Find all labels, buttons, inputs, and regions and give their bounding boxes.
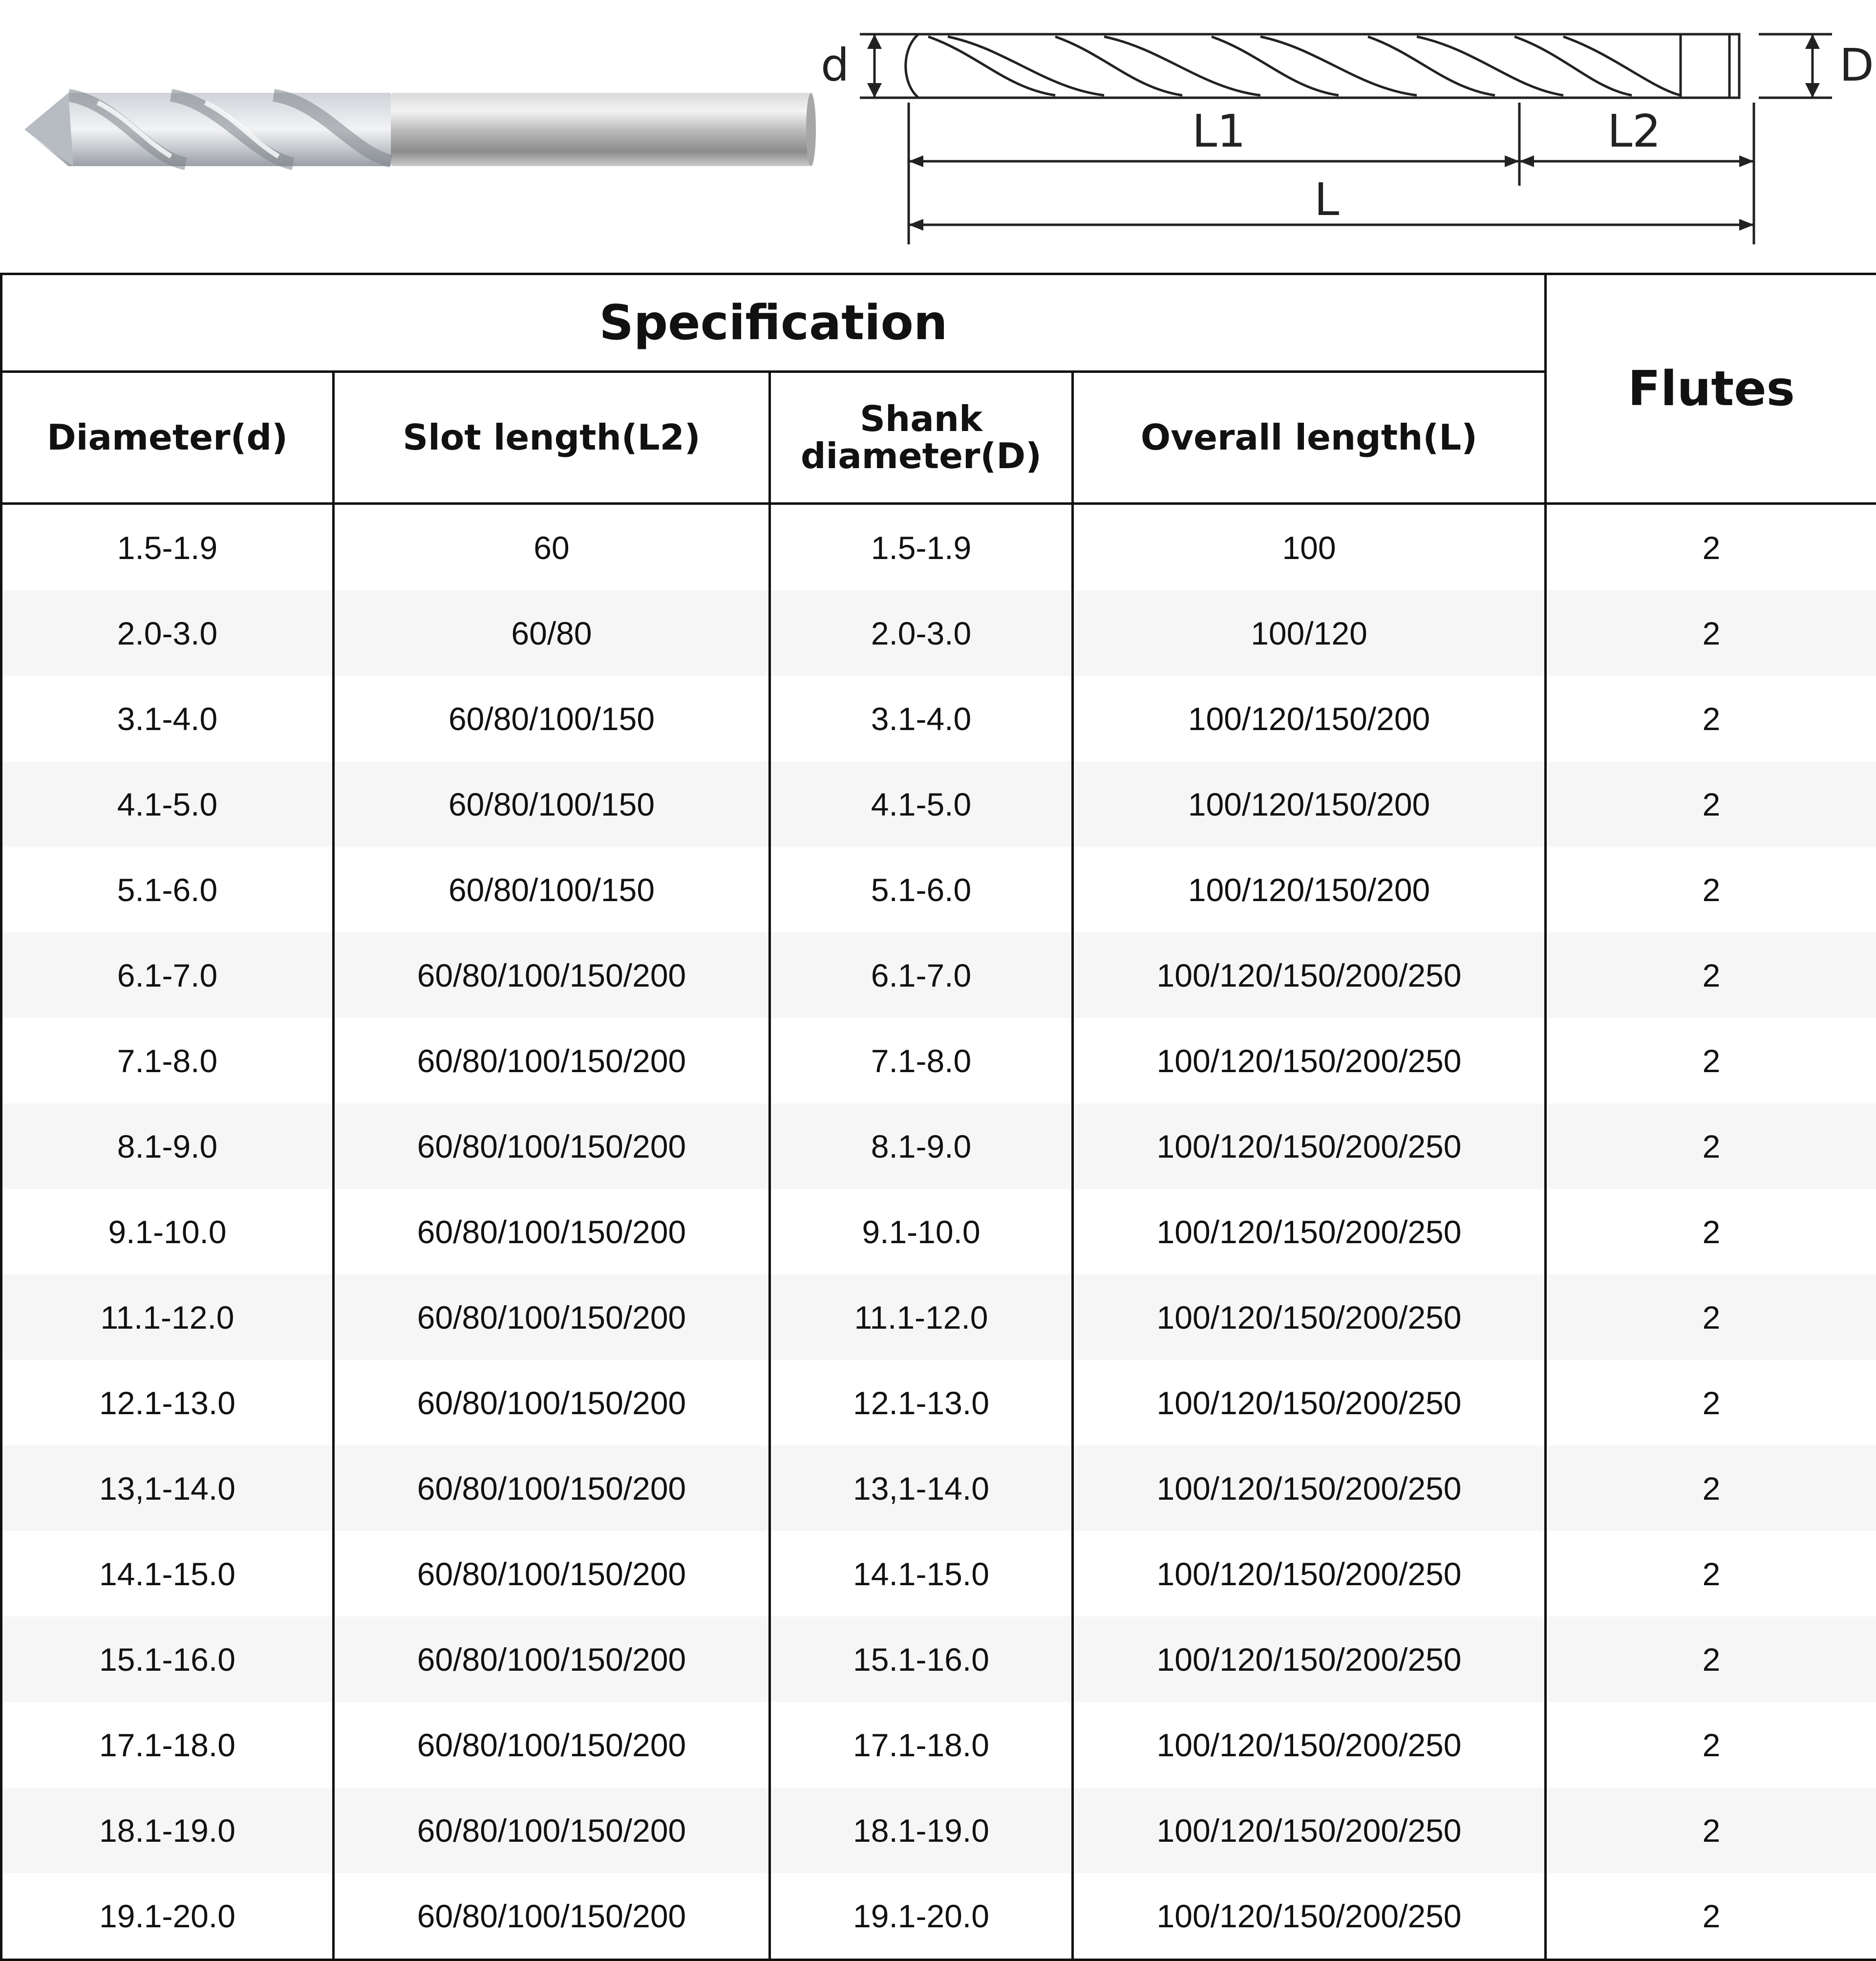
cell-overall-length: 100/120/150/200 [1073,847,1546,932]
cell-slot-length: 60/80 [334,590,770,676]
cell-diameter: 3.1-4.0 [1,676,334,761]
label-d: d [821,39,849,91]
cell-slot-length: 60/80/100/150/200 [334,1616,770,1702]
specification-table [0,273,1876,1961]
product-header [0,0,1876,273]
cell-overall-length: 100 [1073,504,1546,591]
cell-shank-diameter: 3.1-4.0 [770,676,1073,761]
cell-overall-length: 100/120/150/200/250 [1073,1103,1546,1189]
cell-flutes: 2 [1546,1189,1876,1274]
table-row [1,761,1876,847]
cell-diameter: 6.1-7.0 [1,932,334,1018]
cell-slot-length: 60/80/100/150/200 [334,1873,770,1960]
specification-header: Specification [1,274,1546,372]
cell-flutes: 2 [1546,932,1876,1018]
cell-flutes: 2 [1546,1788,1876,1873]
cell-diameter: 5.1-6.0 [1,847,334,932]
table-row [1,1616,1876,1702]
drill-dimension-diagram [801,15,1876,259]
cell-overall-length: 100/120/150/200 [1073,676,1546,761]
cell-shank-diameter: 7.1-8.0 [770,1018,1073,1103]
cell-diameter: 2.0-3.0 [1,590,334,676]
table-row [1,1018,1876,1103]
cell-slot-length: 60/80/100/150/200 [334,1702,770,1788]
cell-overall-length: 100/120/150/200/250 [1073,1445,1546,1531]
cell-overall-length: 100/120/150/200/250 [1073,1018,1546,1103]
col-header-shank-diameter: Shank diameter(D) [770,372,1073,504]
cell-flutes: 2 [1546,761,1876,847]
cell-diameter: 8.1-9.0 [1,1103,334,1189]
cell-shank-diameter: 14.1-15.0 [770,1531,1073,1616]
cell-slot-length: 60/80/100/150/200 [334,1103,770,1189]
table-row [1,676,1876,761]
col-header-diameter: Diameter(d) [1,372,334,504]
cell-flutes: 2 [1546,590,1876,676]
label-L: L [1314,173,1339,226]
cell-diameter: 19.1-20.0 [1,1873,334,1960]
cell-slot-length: 60/80/100/150 [334,847,770,932]
cell-overall-length: 100/120/150/200/250 [1073,1616,1546,1702]
cell-slot-length: 60/80/100/150/200 [334,1445,770,1531]
cell-slot-length: 60/80/100/150/200 [334,932,770,1018]
cell-shank-diameter: 6.1-7.0 [770,932,1073,1018]
cell-slot-length: 60 [334,504,770,591]
cell-diameter: 11.1-12.0 [1,1274,334,1360]
flutes-header: Flutes [1546,274,1876,504]
table-row [1,1103,1876,1189]
cell-shank-diameter: 19.1-20.0 [770,1873,1073,1960]
cell-diameter: 13,1-14.0 [1,1445,334,1531]
cell-flutes: 2 [1546,1274,1876,1360]
cell-slot-length: 60/80/100/150/200 [334,1788,770,1873]
table-row [1,932,1876,1018]
cell-overall-length: 100/120/150/200/250 [1073,1531,1546,1616]
cell-flutes: 2 [1546,1531,1876,1616]
cell-shank-diameter: 12.1-13.0 [770,1360,1073,1445]
cell-overall-length: 100/120/150/200/250 [1073,932,1546,1018]
cell-overall-length: 100/120/150/200/250 [1073,1702,1546,1788]
cell-overall-length: 100/120/150/200/250 [1073,1360,1546,1445]
cell-flutes: 2 [1546,1616,1876,1702]
cell-shank-diameter: 15.1-16.0 [770,1616,1073,1702]
table-row [1,590,1876,676]
table-row [1,504,1876,591]
cell-shank-diameter: 11.1-12.0 [770,1274,1073,1360]
cell-flutes: 2 [1546,1360,1876,1445]
cell-diameter: 7.1-8.0 [1,1018,334,1103]
cell-diameter: 12.1-13.0 [1,1360,334,1445]
table-row [1,1873,1876,1960]
cell-slot-length: 60/80/100/150/200 [334,1531,770,1616]
cell-flutes: 2 [1546,1018,1876,1103]
table-row [1,1360,1876,1445]
cell-shank-diameter: 13,1-14.0 [770,1445,1073,1531]
cell-shank-diameter: 2.0-3.0 [770,590,1073,676]
cell-diameter: 4.1-5.0 [1,761,334,847]
cell-shank-diameter: 4.1-5.0 [770,761,1073,847]
drill-bit-photo [10,73,821,195]
cell-flutes: 2 [1546,1702,1876,1788]
cell-flutes: 2 [1546,847,1876,932]
cell-flutes: 2 [1546,1103,1876,1189]
cell-diameter: 9.1-10.0 [1,1189,334,1274]
cell-diameter: 18.1-19.0 [1,1788,334,1873]
table-row [1,847,1876,932]
cell-diameter: 1.5-1.9 [1,504,334,591]
cell-flutes: 2 [1546,504,1876,591]
cell-slot-length: 60/80/100/150/200 [334,1189,770,1274]
cell-flutes: 2 [1546,676,1876,761]
table-row [1,1788,1876,1873]
cell-shank-diameter: 18.1-19.0 [770,1788,1073,1873]
col-header-overall-length: Overall length(L) [1073,372,1546,504]
cell-overall-length: 100/120/150/200/250 [1073,1788,1546,1873]
label-L1: L1 [1192,105,1246,157]
cell-overall-length: 100/120/150/200/250 [1073,1274,1546,1360]
cell-flutes: 2 [1546,1445,1876,1531]
cell-slot-length: 60/80/100/150/200 [334,1018,770,1103]
cell-diameter: 15.1-16.0 [1,1616,334,1702]
cell-shank-diameter: 1.5-1.9 [770,504,1073,591]
cell-flutes: 2 [1546,1873,1876,1960]
cell-overall-length: 100/120/150/200/250 [1073,1189,1546,1274]
cell-shank-diameter: 9.1-10.0 [770,1189,1073,1274]
cell-slot-length: 60/80/100/150/200 [334,1360,770,1445]
label-L2: L2 [1607,105,1661,157]
cell-shank-diameter: 8.1-9.0 [770,1103,1073,1189]
cell-overall-length: 100/120/150/200/250 [1073,1873,1546,1960]
cell-overall-length: 100/120 [1073,590,1546,676]
cell-overall-length: 100/120/150/200 [1073,761,1546,847]
label-D: D [1839,39,1874,91]
cell-shank-diameter: 5.1-6.0 [770,847,1073,932]
cell-slot-length: 60/80/100/150 [334,676,770,761]
cell-diameter: 17.1-18.0 [1,1702,334,1788]
cell-diameter: 14.1-15.0 [1,1531,334,1616]
col-header-slot-length: Slot length(L2) [334,372,770,504]
cell-slot-length: 60/80/100/150/200 [334,1274,770,1360]
table-row [1,1702,1876,1788]
table-row [1,1189,1876,1274]
table-row [1,1531,1876,1616]
table-row [1,1274,1876,1360]
cell-shank-diameter: 17.1-18.0 [770,1702,1073,1788]
table-row [1,1445,1876,1531]
cell-slot-length: 60/80/100/150 [334,761,770,847]
